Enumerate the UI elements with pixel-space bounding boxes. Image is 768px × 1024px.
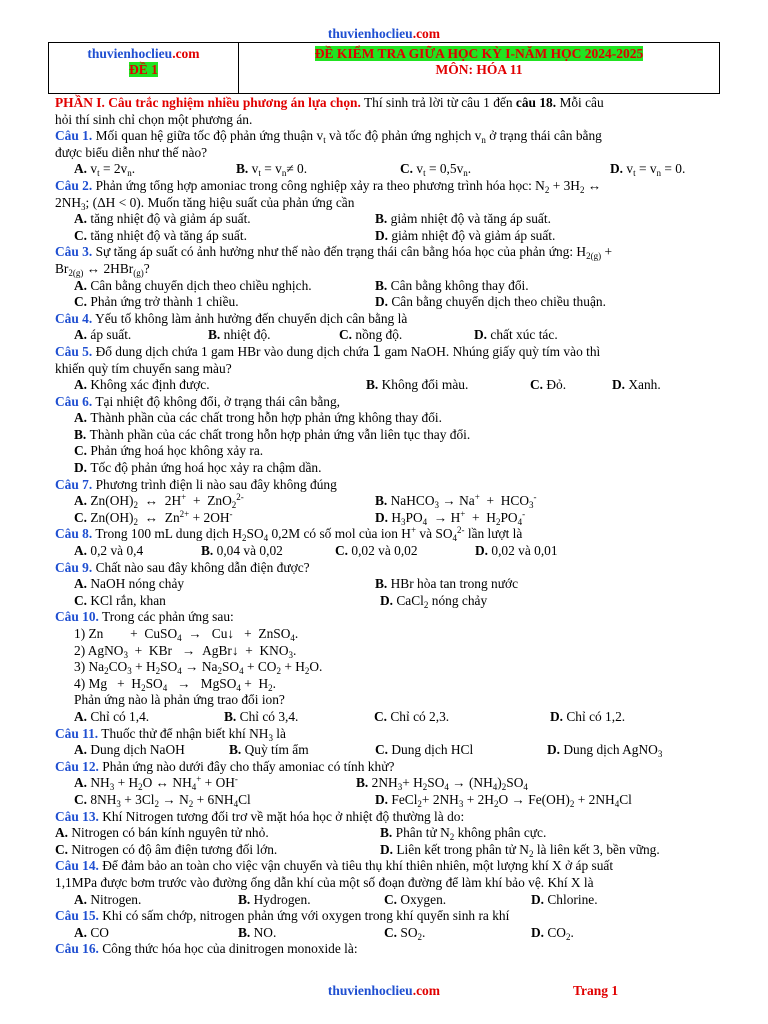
question-3: Câu 3. Sự tăng áp suất có ảnh hưởng như thế nào đến trạng thái cân bằng hóa học của phản ứng: $H_{2(g)}$ + (55, 244, 612, 262)
question-label: Câu 5. (55, 343, 93, 359)
part1-text: Thí sinh trả lời từ câu 1 đến (360, 95, 516, 110)
question-text: Thuốc thử để nhận biết khí NH (98, 725, 269, 741)
option-a[interactable]: A. Thành phần của các chất trong hỗn hợp phản ứng không thay đổi. (74, 410, 442, 426)
option-text: CO (90, 924, 109, 940)
question-12-options-row1 (55, 775, 715, 792)
option-text: giảm nhiệt độ và tăng áp suất. (390, 211, 551, 227)
site-name: thuvienhoclieu (327, 26, 413, 41)
option-text: CO (547, 924, 566, 940)
option-b[interactable]: B. Thành phần của các chất trong hỗn hợp phản ứng vẫn liên tục thay đổi. (74, 426, 471, 442)
header-right-cell (239, 43, 719, 93)
option-text: HBr hòa tan trong nước (390, 576, 519, 592)
option-d[interactable]: D. giảm nhiệt độ và giảm áp suất. (375, 227, 556, 243)
question-text: Phản ứng tổng hợp amoniac trong công nghiệp xảy ra theo phương trình hóa học: N (92, 177, 545, 193)
question-8-options (55, 543, 715, 560)
footer-site-tld: .com (412, 983, 441, 998)
option-a[interactable]: A. tăng nhiệt độ và giảm áp suất. (74, 211, 251, 227)
question-2-options-row1 (55, 211, 715, 228)
option-text: áp suất. (90, 327, 132, 343)
question-11: Câu 11. Thuốc thử để nhận biết khí $NH_3$ là (55, 725, 286, 743)
option-d[interactable]: D. Chỉ có 1,2. (550, 708, 626, 724)
question-15-options (55, 925, 715, 942)
question-text: và SO (416, 526, 453, 542)
question-text: gam NaOH. Nhúng giấy quỳ tím vào thì (381, 343, 601, 359)
question-14-options (55, 892, 715, 909)
question-label: Câu 3. (55, 244, 93, 260)
question-2-options-row2 (55, 228, 715, 245)
option-c[interactable]: C. Đỏ. (530, 377, 567, 393)
option-c[interactable]: C. tăng nhiệt độ và tăng áp suất. (74, 227, 247, 243)
exam-content (55, 95, 715, 958)
reaction-1: 1) Zn + CuSO$_4$ → Cu↓ + ZnSO$_4$. (74, 626, 299, 643)
option-b[interactable]: B. 0,04 và 0,02 (201, 543, 283, 559)
option-d[interactable]: D. 0,02 và 0,01 (475, 543, 558, 559)
option-c[interactable]: C. KCl rắn, khan (74, 592, 166, 608)
exam-title: ĐỀ KIỂM TRA GIỮA HỌC KỲ I-NĂM HỌC 2024-2025 (314, 46, 644, 61)
question-12 (55, 759, 715, 776)
question-1-options (55, 161, 715, 178)
question-text: 0,2M có số mol của ion H (268, 526, 411, 542)
subscript: n (481, 135, 486, 146)
question-9 (55, 560, 715, 577)
option-text: 0,2 và 0,4 (90, 543, 144, 559)
question-label: Câu 1. (55, 128, 93, 144)
option-text: Dung dịch NaOH (90, 742, 185, 758)
question-text: Phản ứng nào dưới đây cho thấy amoniac có tính khử? (98, 758, 395, 774)
option-text: là liên kết 3, bền vững. (533, 841, 660, 857)
option-c[interactable]: C. $v_t = 0,5v_n$. (400, 161, 472, 179)
question-3-options-row1 (55, 278, 715, 295)
option-text: Dung dịch HCl (391, 742, 474, 758)
option-a[interactable]: A. áp suất. (74, 327, 132, 343)
option-a[interactable]: A. NaOH nóng chảy (74, 576, 185, 592)
question-text: ; (ΔH < 0). Muốn tăng hiệu suất của phản ứng cần (85, 194, 355, 210)
question-11-options (55, 742, 715, 759)
question-5-options (55, 377, 715, 394)
question-number: 1 (372, 343, 382, 360)
reaction-4: 4) $Mg + H_2SO_4$ → MgSO$_4$ + $H_2$. (74, 675, 277, 693)
option-b[interactable]: B. giảm nhiệt độ và tăng áp suất. (375, 211, 551, 227)
question-1 (55, 128, 715, 145)
option-d[interactable]: D. Liên kết trong phân tử $N_2$ là liên kết 3, bền vững. (380, 841, 660, 859)
question-text: Mối quan hệ giữa tốc độ phản ứng thuận v (92, 128, 324, 144)
option-b[interactable]: B. $2NH_3+ H_2SO_4 \to (NH_4)_2SO_4$ (356, 775, 528, 793)
question-label: Câu 11. (55, 725, 99, 741)
option-a[interactable]: A. 0,2 và 0,4 (74, 543, 144, 559)
question-label: Câu 16. (55, 941, 99, 957)
question-10-options (55, 709, 715, 726)
part1-heading: PHẦN I. Câu trắc nghiệm nhiều phương án lựa chọn. (55, 95, 361, 110)
option-b[interactable]: B. Phân tử $N_2$ không phân cực. (380, 825, 547, 843)
option-c[interactable]: C. Dung dịch HCl (375, 742, 474, 758)
subscript: t (323, 135, 326, 146)
option-c[interactable]: C. Phản ứng hoá học không xảy ra. (74, 443, 264, 459)
option-text: Tốc độ phản ứng hoá học xảy ra chậm dần. (90, 460, 322, 476)
option-text: Phân tử N (395, 825, 450, 841)
question-label: Câu 9. (55, 559, 93, 575)
question-text: Đổ dung dịch chứa 1 gam HBr vào dung dịch chứa (92, 343, 373, 359)
option-b[interactable]: B. NO. (238, 924, 277, 940)
question-13-options-row2 (55, 842, 715, 859)
question-8: Câu 8. Trong 100 mL dung dịch $H_2SO_4$ 0,2M có số mol của ion H+ và $SO_4^{2-}$ lần lượt là (55, 525, 523, 544)
option-text: Nitrogen có bán kính nguyên tử nhỏ. (71, 825, 269, 841)
option-c[interactable]: C. Phản ứng trở thành 1 chiều. (74, 294, 239, 310)
question-14-line2: 1,1MPa được bơm trước vào đường ống dẫn khí của một số đoạn đường để làm khí bảo vệ. Khí X là (55, 874, 594, 890)
footer-site[interactable] (0, 983, 768, 1000)
option-c[interactable]: C. nồng độ. (339, 327, 403, 343)
question-text: Yếu tố không làm ảnh hưởng đến chuyển dịch cân bằng là (92, 310, 408, 326)
question-label: Câu 10. (55, 609, 99, 625)
option-c[interactable]: C. Nitrogen có độ âm điện tương đối lớn. (55, 841, 278, 857)
option-text: 0,04 và 0,02 (216, 543, 283, 559)
option-text: Chỉ có 2,3. (390, 708, 450, 724)
question-text: Tại nhiệt độ không đổi, ở trạng thái cân bằng, (92, 393, 341, 409)
option-a[interactable]: A. CO (74, 924, 109, 940)
option-text: Không xác định được. (90, 377, 210, 393)
question-9-options-row1 (55, 576, 715, 593)
option-d[interactable]: D. Cân bằng chuyển dịch theo chiều thuận. (375, 294, 606, 310)
option-text: Phản ứng hoá học không xảy ra. (90, 443, 264, 459)
option-text: Cân bằng chuyển dịch theo chiều nghịch. (90, 277, 312, 293)
question-text: Chất nào sau đây không dẫn điện được? (92, 559, 310, 575)
option-b[interactable]: B. Cân bằng không thay đổi. (375, 277, 529, 293)
option-text: nồng độ. (355, 327, 403, 343)
question-text: ở trạng thái cân bằng (485, 128, 602, 144)
option-d[interactable]: D. Tốc độ phản ứng hoá học xảy ra chậm dần. (74, 460, 322, 476)
option-a[interactable]: A. Dung dịch NaOH (74, 742, 185, 758)
option-text: tăng nhiệt độ và tăng áp suất. (90, 227, 247, 243)
question-6 (55, 394, 715, 411)
question-10-ask: Phản ứng nào là phản ứng trao đổi ion? (74, 692, 285, 708)
option-c[interactable]: C. $8NH_3 + 3Cl_2 \to N_2 + 6NH_4Cl$ (74, 791, 251, 809)
question-10 (55, 609, 715, 626)
option-d[interactable]: D. FeCl$_2$+ $2NH_3 + 2H_2O \to Fe(OH)_2 + 2NH_4Cl$ (375, 791, 632, 809)
option-text: Xanh. (628, 377, 661, 393)
option-text: Cân bằng chuyển dịch theo chiều thuận. (391, 294, 606, 310)
question-text: Khi có sấm chớp, nitrogen phản ứng với oxygen trong khí quyển sinh ra khí (98, 908, 510, 924)
part1-instruction (55, 95, 715, 112)
question-4-options (55, 327, 715, 344)
option-text: Liên kết trong phân tử N (396, 841, 529, 857)
question-15 (55, 908, 715, 925)
footer-site-name: thuvienhoclieu (327, 983, 413, 998)
option-c[interactable]: C. Chỉ có 2,3. (374, 708, 450, 724)
option-a[interactable]: A. Nitrogen. (74, 891, 142, 907)
question-3-options-row2 (55, 294, 715, 311)
option-text: Nitrogen. (90, 891, 142, 907)
option-b[interactable]: B. HBr hòa tan trong nước (375, 576, 519, 592)
option-b[interactable]: B. NaHCO$_3$ → $Na^+ + HCO_3^-$ (375, 492, 537, 511)
site-banner[interactable] (0, 26, 768, 43)
question-text: lần lượt là (464, 526, 523, 542)
question-text: Khí Nitrogen tương đối trơ về mặt hóa học ở nhiệt độ thường là do: (98, 808, 465, 824)
question-text: Trong các phản ứng sau: (98, 609, 234, 625)
question-9-options-row2 (55, 593, 715, 610)
option-d[interactable]: D. Chlorine. (531, 891, 598, 907)
option-c[interactable]: C. 0,02 và 0,02 (335, 543, 418, 559)
header-site-tld: .com (172, 46, 200, 61)
option-text: 0,02 và 0,02 (351, 543, 418, 559)
option-d[interactable]: D. $CO_2$. (531, 924, 574, 942)
option-text: SO (400, 924, 418, 940)
question-13 (55, 809, 715, 826)
question-7-options-row1 (55, 493, 715, 510)
question-5 (55, 344, 715, 361)
option-text: nhiệt độ. (223, 327, 271, 343)
option-d[interactable]: D. $H_3PO_4 \to H^+ + H_2PO_4^-$ (375, 508, 526, 527)
option-d[interactable]: D. $v_t = v_n = 0$. (610, 161, 686, 179)
option-text: Chỉ có 1,2. (566, 708, 626, 724)
question-14 (55, 858, 715, 875)
option-a[interactable]: A. Chỉ có 1,4. (74, 708, 150, 724)
reaction-2: 2) AgNO$_3$ + KBr → AgBr↓ + $KNO_3$. (74, 642, 297, 660)
question-text: Công thức hóa học của dinitrogen monoxide là: (98, 941, 358, 957)
page-number: Trang 1 (573, 983, 619, 998)
question-text: và tốc độ phản ứng nghịch v (325, 128, 482, 144)
option-text: NO. (253, 924, 277, 940)
option-text: không phân cực. (454, 825, 547, 841)
question-7-options-row2 (55, 510, 715, 527)
question-label: Câu 6. (55, 393, 93, 409)
question-label: Câu 15. (55, 908, 99, 924)
part1-text2: Mỗi câu (556, 95, 604, 110)
option-text: 0,02 và 0,01 (491, 543, 558, 559)
question-16 (55, 941, 715, 958)
option-a[interactable]: A. $NH_3 + H_2O$ ↔ $NH_4^+ + OH^-$ (74, 774, 238, 793)
option-text: KCl rắn, khan (90, 592, 166, 608)
option-b[interactable]: B. Không đổi màu. (366, 377, 469, 393)
question-text: Sự tăng áp suất có ảnh hưởng như thế nào đến trạng thái cân bằng hóa học của phản ứng: H (92, 244, 587, 260)
question-7 (55, 477, 715, 494)
option-b[interactable]: B. $v_t = v_n\ne 0$. (236, 161, 308, 179)
option-text: Phản ứng trở thành 1 chiều. (90, 294, 239, 310)
option-b[interactable]: B. Quỳ tím ẩm (229, 742, 309, 758)
question-label: Câu 2. (55, 177, 93, 193)
part1-bold: câu 18. (515, 95, 557, 110)
reaction-3: 3) $Na_2CO_3 + H_2SO_4 \to Na_2SO_4 + CO_2 + H_2O$. (74, 659, 323, 677)
option-a[interactable]: A. $Zn(OH)_2$ ↔ 2H+ + ZnO$_2^{2-}$ (74, 492, 244, 511)
question-label: Câu 7. (55, 476, 93, 492)
question-text: Trong 100 mL dung dịch H (92, 526, 243, 542)
option-text: giảm nhiệt độ và giảm áp suất. (391, 227, 556, 243)
option-text: Hydrogen. (253, 891, 311, 907)
option-d[interactable]: D. CaCl$_2$ nóng chảy (380, 592, 488, 610)
option-c[interactable]: C. $SO_2$. (384, 924, 426, 942)
question-2-line2: $2NH_3$; (ΔH < 0). Muốn tăng hiệu suất của phản ứng cần (55, 194, 355, 212)
option-text: Không đổi màu. (381, 377, 469, 393)
option-d[interactable]: D. chất xúc tác. (474, 327, 558, 343)
option-c[interactable]: C. $Zn(OH)_2$ ↔ $Zn^{2+} + 2OH^-$ (74, 508, 233, 527)
option-text: Thành phần của các chất trong hỗn hợp phản ứng vẫn liên tục thay đổi. (89, 426, 471, 442)
option-b[interactable]: B. Hydrogen. (238, 891, 311, 907)
question-12-options-row2 (55, 792, 715, 809)
question-text: là (272, 725, 286, 741)
question-label: Câu 4. (55, 310, 93, 326)
option-text: Cân bằng không thay đổi. (390, 277, 529, 293)
option-text: Oxygen. (400, 891, 447, 907)
option-a[interactable]: A. Cân bằng chuyển dịch theo chiều nghịch. (74, 277, 312, 293)
question-2: Câu 2. Phản ứng tổng hợp amoniac trong công nghiệp xảy ra theo phương trình hóa học: $N_2 + 3H_2$ ↔ (55, 177, 602, 195)
question-text: Phương trình điện li nào sau đây không đúng (92, 476, 337, 492)
option-d[interactable]: D. Xanh. (612, 377, 661, 393)
option-d[interactable]: D. Dung dịch AgNO$_3$ (547, 742, 663, 760)
option-text: chất xúc tác. (490, 327, 558, 343)
exam-subject: MÔN: HÓA 11 (435, 62, 523, 77)
option-b[interactable]: B. Chỉ có 3,4. (224, 708, 299, 724)
question-label: Câu 12. (55, 758, 99, 774)
site-tld: .com (412, 26, 441, 41)
option-b[interactable]: B. nhiệt độ. (208, 327, 271, 343)
question-label: Câu 13. (55, 808, 99, 824)
question-text: Để đảm bảo an toàn cho việc vận chuyển và tiêu thụ khí thiên nhiên, một lượng khí X ở áp suất (98, 858, 614, 874)
header-site-name[interactable]: thuvienhoclieu (87, 46, 173, 61)
question-13-options-row1 (55, 825, 715, 842)
option-text: Đỏ. (546, 377, 567, 393)
part1-line2: hỏi thí sinh chỉ chọn một phương án. (55, 111, 253, 127)
question-label: Câu 14. (55, 858, 99, 874)
option-a[interactable]: A. Không xác định được. (74, 377, 210, 393)
option-text: CaCl (396, 592, 424, 608)
option-text: Nitrogen có độ âm điện tương đối lớn. (71, 841, 278, 857)
exam-code: ĐỀ 1 (129, 62, 158, 77)
option-text: Quỳ tím ẩm (244, 742, 309, 758)
question-4 (55, 311, 715, 328)
option-text: Thành phần của các chất trong hỗn hợp phản ứng không thay đổi. (90, 410, 442, 426)
exam-header-table (48, 42, 720, 94)
header-left-cell (49, 43, 239, 93)
option-text: Dung dịch AgNO (563, 742, 658, 758)
question-5-line2: khiến quỳ tím chuyển sang màu? (55, 360, 232, 376)
option-text: tăng nhiệt độ và giảm áp suất. (90, 211, 251, 227)
option-text: nóng chảy (428, 592, 488, 608)
option-c[interactable]: C. Oxygen. (384, 891, 447, 907)
option-text: Chỉ có 1,4. (90, 708, 150, 724)
option-text: Chỉ có 3,4. (239, 708, 299, 724)
question-label: Câu 8. (55, 526, 93, 542)
option-text: NaOH nóng chảy (90, 576, 185, 592)
option-text: Chlorine. (547, 891, 598, 907)
option-a[interactable]: A. Nitrogen có bán kính nguyên tử nhỏ. (55, 825, 269, 841)
option-a[interactable]: A. $v_t = 2v_n$. (74, 161, 136, 179)
question-1-line2: được biểu diễn như thế nào? (55, 144, 208, 160)
question-3-line2: $Br_{2(g)}$ ↔ 2HBr$_{(g)}$? (55, 260, 150, 278)
